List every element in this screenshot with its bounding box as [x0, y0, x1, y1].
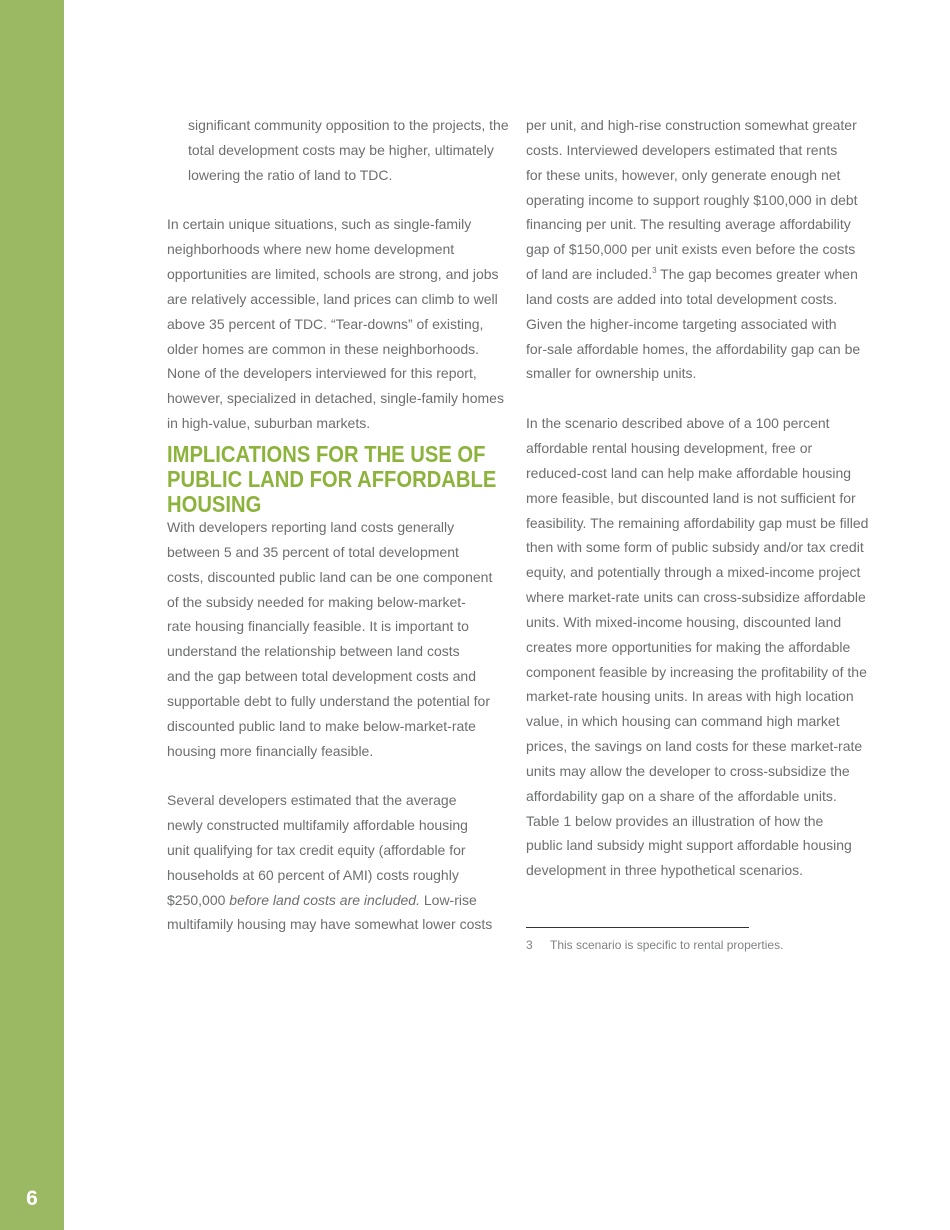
text-line: value, in which housing can command high market — [526, 713, 840, 730]
text-line: above 35 percent of TDC. “Tear-downs” of existing, — [167, 315, 484, 332]
text-line: are relatively accessible, land prices can climb to well — [167, 290, 498, 307]
right-column — [526, 113, 871, 883]
text-line: housing more financially feasible. — [167, 742, 374, 759]
text-line: land costs are added into total development costs. — [526, 290, 838, 307]
text-line: opportunities are limited, schools are strong, and jobs — [167, 266, 499, 283]
text-line: in high-value, suburban markets. — [167, 415, 371, 432]
text-line: older homes are common in these neighborhoods. — [167, 340, 480, 357]
text-line: affordable rental housing development, free or — [526, 439, 813, 456]
text-run: of land are included. — [526, 266, 653, 283]
text-line: development in three hypothetical scenarios. — [526, 862, 804, 879]
continued-list-item — [167, 113, 512, 188]
text-line: units. With mixed-income housing, discounted land — [526, 613, 842, 630]
paragraph-scenario — [526, 411, 871, 883]
text-line: In the scenario described above of a 100 percent — [526, 415, 830, 432]
text-line: neighborhoods where new home development — [167, 241, 455, 258]
text-line: more feasible, but discounted land is not sufficient for — [526, 489, 856, 506]
text-line: equity, and potentially through a mixed-income project — [526, 564, 861, 581]
footnote-reference[interactable]: 3 — [652, 266, 657, 276]
text-line: however, specialized in detached, single-family homes — [167, 390, 504, 407]
heading-line: HOUSING — [167, 490, 262, 517]
text-line: between 5 and 35 percent of total development — [167, 543, 459, 560]
text-line: In certain unique situations, such as single-family — [167, 216, 472, 233]
italic-text-run: before land costs are included. — [229, 891, 420, 908]
text-line: affordability gap on a share of the affordable units. — [526, 787, 837, 804]
text-line — [167, 888, 512, 913]
text-line: prices, the savings on land costs for these market-rate — [526, 738, 863, 755]
text-line — [526, 262, 871, 287]
text-line: multifamily housing may have somewhat lower costs — [167, 916, 493, 933]
text-line: costs. Interviewed developers estimated that rents — [526, 141, 838, 158]
left-column — [167, 113, 512, 937]
text-line: financing per unit. The resulting average affordability — [526, 216, 851, 233]
text-line: Given the higher-income targeting associated with — [526, 315, 837, 332]
text-line: newly constructed multifamily affordable housing — [167, 817, 468, 834]
page-number: 6 — [26, 1187, 38, 1210]
text-line: creates more opportunities for making the affordable — [526, 638, 851, 655]
heading-line: IMPLICATIONS FOR THE USE OF — [167, 440, 486, 467]
text-line: Table 1 below provides an illustration of how the — [526, 812, 824, 829]
footnote-text: This scenario is specific to rental properties. — [550, 938, 784, 952]
text-line: for these units, however, only generate enough net — [526, 166, 841, 183]
text-line: component feasible by increasing the profitability of the — [526, 663, 867, 680]
text-line: With developers reporting land costs generally — [167, 518, 455, 535]
paragraph-public-land — [167, 515, 512, 763]
text-line: market-rate housing units. In areas with high location — [526, 688, 854, 705]
text-line: for-sale affordable homes, the affordability gap can be — [526, 340, 861, 357]
footnote-divider — [526, 927, 749, 928]
text-run: $250,000 — [167, 891, 230, 908]
text-line: understand the relationship between land costs — [167, 643, 460, 660]
text-line: per unit, and high-rise construction somewhat greater — [526, 117, 857, 133]
text-line: rate housing financially feasible. It is important to — [167, 618, 469, 635]
text-line: lowering the ratio of land to TDC. — [188, 166, 393, 183]
text-line: reduced-cost land can help make affordable housing — [526, 464, 852, 481]
paragraph-developer-estimates — [167, 788, 512, 937]
text-line: discounted public land to make below-market-rate — [167, 717, 476, 734]
section-heading — [167, 440, 497, 517]
text-line: unit qualifying for tax credit equity (affordable for — [167, 841, 466, 858]
text-line: smaller for ownership units. — [526, 365, 697, 382]
heading-line: PUBLIC LAND FOR AFFORDABLE — [167, 465, 497, 492]
text-line: then with some form of public subsidy and/or tax credit — [526, 539, 864, 556]
text-line: Several developers estimated that the average — [167, 792, 457, 809]
text-line: gap of $150,000 per unit exists even before the costs — [526, 241, 856, 258]
paragraph-affordability-gap — [526, 113, 871, 386]
text-line: where market-rate units can cross-subsidize affordable — [526, 589, 866, 606]
text-line: public land subsidy might support affordable housing — [526, 837, 852, 854]
text-line: total development costs may be higher, ultimately — [188, 141, 494, 158]
text-line: None of the developers interviewed for this report, — [167, 365, 477, 382]
text-run: The gap becomes greater when — [656, 266, 858, 283]
text-line: operating income to support roughly $100,000 in debt — [526, 191, 858, 208]
text-line: supportable debt to fully understand the potential for — [167, 692, 490, 709]
text-line: and the gap between total development costs and — [167, 668, 476, 685]
text-line: feasibility. The remaining affordability gap must be filled — [526, 514, 869, 531]
text-line: units may allow the developer to cross-subsidize the — [526, 762, 850, 779]
text-line: of the subsidy needed for making below-market- — [167, 593, 466, 610]
text-run: Low-rise — [419, 891, 477, 908]
text-line: costs, discounted public land can be one component — [167, 568, 493, 585]
page-sidebar-band — [0, 0, 64, 1230]
text-line: households at 60 percent of AMI) costs roughly — [167, 866, 459, 883]
footnote — [526, 938, 783, 952]
paragraph-land-prices — [167, 212, 512, 436]
footnote-number: 3 — [526, 938, 533, 952]
text-line: significant community opposition to the projects, the — [188, 117, 509, 133]
